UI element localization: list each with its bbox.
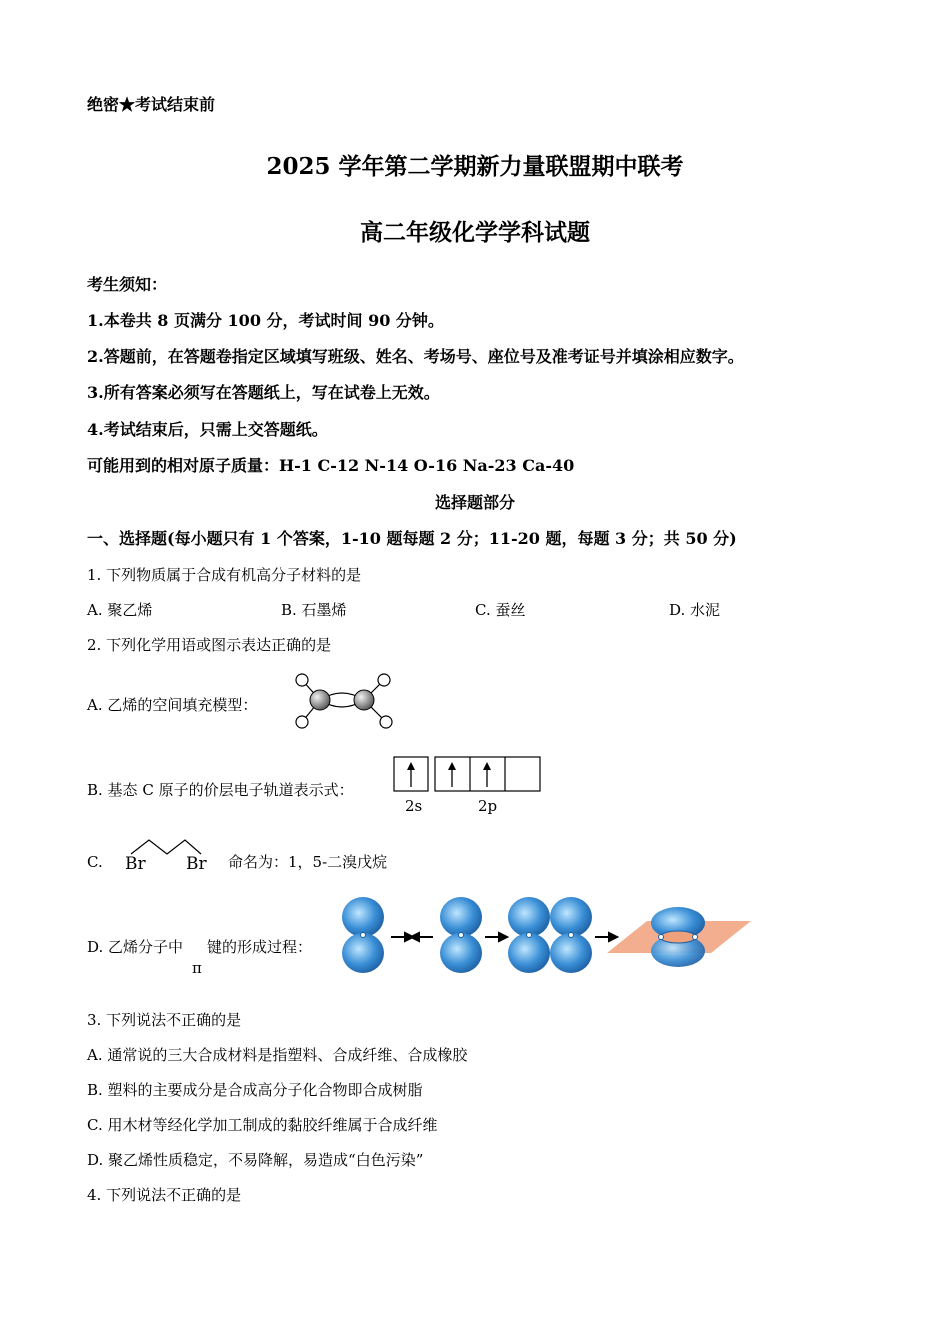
exam-title: 2025 学年第二学期新力量联盟期中联考 bbox=[266, 153, 684, 180]
q1-option-b: B. 石墨烯 bbox=[281, 601, 347, 619]
pi-bond-formation-figure bbox=[335, 895, 755, 977]
q2-option-d: D. 乙烯分子中 bbox=[87, 938, 184, 956]
secret-label: 绝密★考试结束前 bbox=[87, 95, 216, 114]
q1-option-d: D. 水泥 bbox=[669, 601, 721, 619]
q2-option-b: B. 基态 C 原子的价层电子轨道表示式： bbox=[87, 781, 354, 799]
pi-symbol: π bbox=[192, 959, 202, 977]
q2-option-c-text: 命名为：1，5-二溴戊烷 bbox=[228, 853, 388, 871]
q3-option-c: C. 用木材等经化学加工制成的黏胶纤维属于合成纤维 bbox=[87, 1116, 438, 1134]
section-heading: 一、选择题(每小题只有 1 个答案，1-10 题每题 2 分；11-20 题，每题 3 分；共 50 分) bbox=[87, 529, 737, 548]
orbital-label-2s: 2s bbox=[405, 797, 423, 815]
notice-heading: 考生须知： bbox=[87, 275, 168, 294]
exam-subtitle: 高二年级化学学科试题 bbox=[360, 219, 590, 246]
notice-item: 4.考试结束后，只需上交答题纸。 bbox=[87, 420, 328, 439]
atomic-masses: 可能用到的相对原子质量：H-1 C-12 N-14 O-16 Na-23 Ca-40 bbox=[87, 456, 575, 475]
q2-option-d-text: 键的形成过程： bbox=[207, 938, 313, 956]
q3-stem: 3. 下列说法不正确的是 bbox=[87, 1011, 242, 1029]
orbital-diagram-figure bbox=[393, 756, 543, 794]
bromine-atom-label: Br bbox=[186, 854, 207, 874]
q4-stem: 4. 下列说法不正确的是 bbox=[87, 1186, 242, 1204]
part-title: 选择题部分 bbox=[434, 493, 515, 512]
q1-option-a: A. 聚乙烯 bbox=[87, 601, 153, 619]
orbital-label-2p: 2p bbox=[478, 797, 498, 815]
bromine-atom-label: Br bbox=[125, 854, 146, 874]
notice-item: 1.本卷共 8 页满分 100 分，考试时间 90 分钟。 bbox=[87, 311, 444, 330]
notice-item: 2.答题前，在答题卷指定区域填写班级、姓名、考场号、座位号及准考证号并填涂相应数字。 bbox=[87, 347, 744, 366]
ethylene-model-figure bbox=[290, 670, 400, 732]
q1-stem: 1. 下列物质属于合成有机高分子材料的是 bbox=[87, 566, 362, 584]
q1-option-c: C. 蚕丝 bbox=[475, 601, 526, 619]
q3-option-b: B. 塑料的主要成分是合成高分子化合物即合成树脂 bbox=[87, 1081, 423, 1099]
q3-option-d: D. 聚乙烯性质稳定，不易降解，易造成“白色污染” bbox=[87, 1151, 424, 1169]
notice-item: 3.所有答案必须写在答题纸上，写在试卷上无效。 bbox=[87, 383, 440, 402]
q2-option-c: C. bbox=[87, 853, 103, 871]
q3-option-a: A. 通常说的三大合成材料是指塑料、合成纤维、合成橡胶 bbox=[87, 1046, 468, 1064]
q2-option-a: A. 乙烯的空间填充模型： bbox=[87, 696, 258, 714]
q2-stem: 2. 下列化学用语或图示表达正确的是 bbox=[87, 636, 332, 654]
